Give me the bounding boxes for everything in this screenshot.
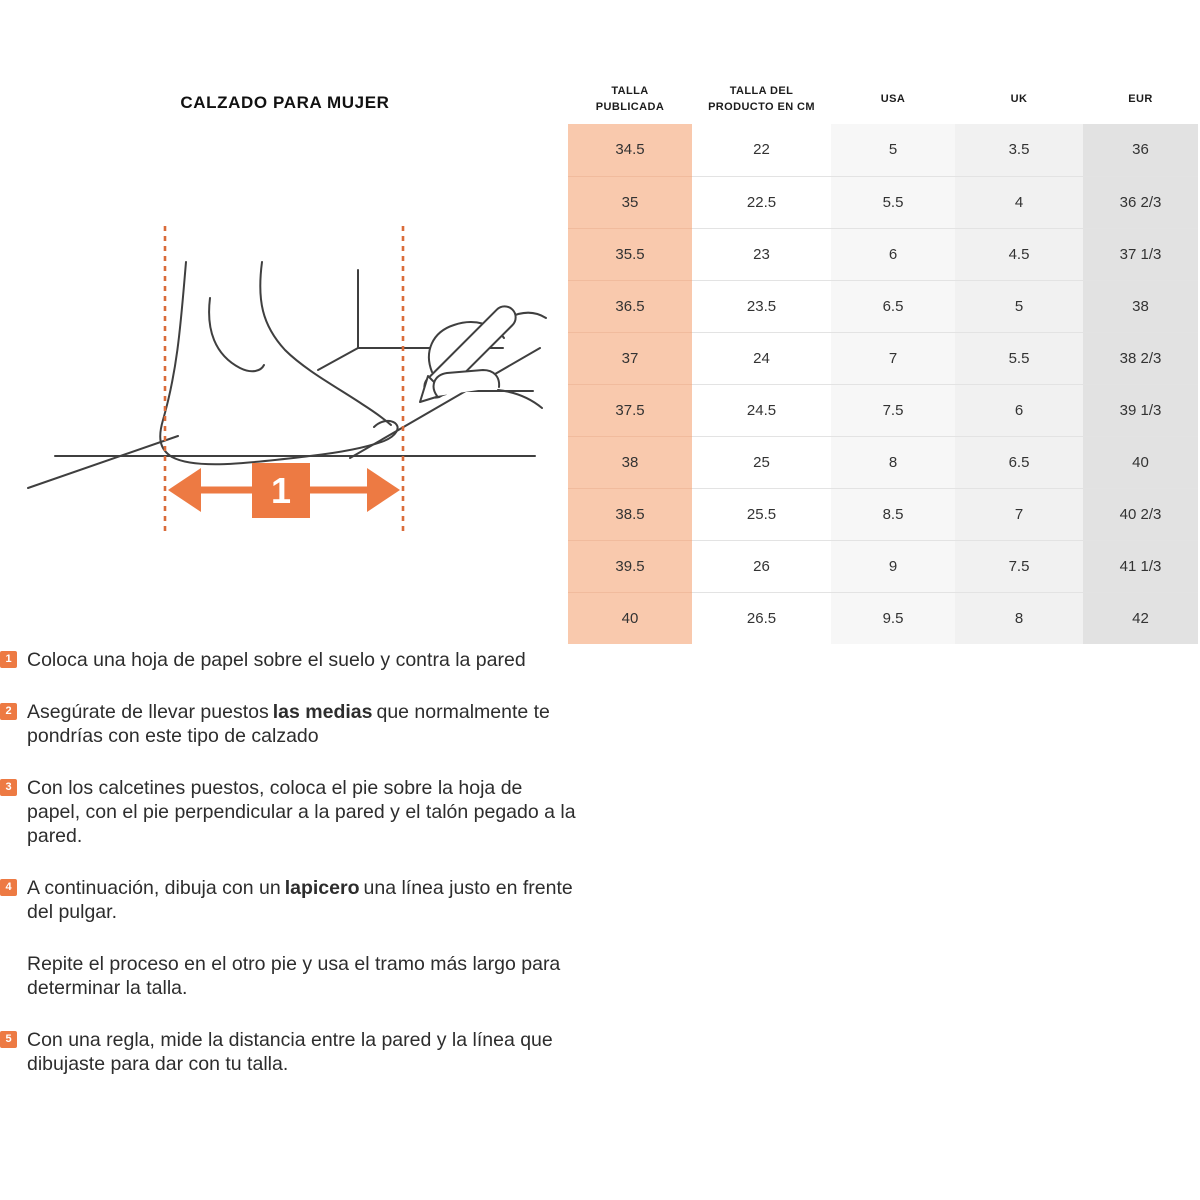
- step-number-badge: 4: [0, 879, 17, 896]
- instruction-text-pre: A continuación, dibuja con un: [27, 877, 281, 899]
- cell-uk: 3.5: [955, 124, 1083, 176]
- cell-eur: 37 1/3: [1083, 228, 1198, 280]
- cell-cm: 22.5: [692, 176, 831, 228]
- paper-left-edge-line: [28, 436, 178, 488]
- cell-cm: 26: [692, 540, 831, 592]
- table-row: [568, 176, 1198, 228]
- arrow-label: 1: [270, 470, 292, 511]
- cell-usa: 7: [831, 332, 955, 384]
- table-header-row: [568, 75, 1198, 124]
- cell-usa: 6.5: [831, 280, 955, 332]
- cell-cm: 23.5: [692, 280, 831, 332]
- cell-uk: 6: [955, 384, 1083, 436]
- cell-cm: 24.5: [692, 384, 831, 436]
- cell-eur: 40: [1083, 436, 1198, 488]
- cell-uk: 6.5: [955, 436, 1083, 488]
- cell-talla: 38.5: [568, 488, 692, 540]
- instruction-text-pre: Coloca una hoja de papel sobre el suelo y contra la pared: [27, 649, 526, 671]
- size-table-container: [568, 75, 1198, 644]
- instruction-text: [27, 1028, 580, 1076]
- cell-talla: 37.5: [568, 384, 692, 436]
- cell-talla: 34.5: [568, 124, 692, 176]
- cell-talla: 39.5: [568, 540, 692, 592]
- instruction-text-pre: Con una regla, mide la distancia entre la pared y la línea que dibujaste para dar con tu talla.: [27, 1029, 553, 1075]
- instruction-text: [27, 776, 580, 848]
- instruction-step-4: [0, 876, 580, 924]
- cell-talla: 40: [568, 592, 692, 644]
- foot-instep-line: [260, 262, 391, 425]
- cell-cm: 24: [692, 332, 831, 384]
- cell-usa: 9: [831, 540, 955, 592]
- cell-talla: 36.5: [568, 280, 692, 332]
- cell-uk: 4.5: [955, 228, 1083, 280]
- foot-measurement-illustration: [0, 218, 560, 538]
- table-row: [568, 488, 1198, 540]
- cell-eur: 40 2/3: [1083, 488, 1198, 540]
- instructions-list: [0, 648, 580, 1104]
- cell-talla: 35.5: [568, 228, 692, 280]
- cell-usa: 5: [831, 124, 955, 176]
- cell-uk: 5: [955, 280, 1083, 332]
- header-usa: USA: [831, 75, 955, 124]
- cell-uk: 8: [955, 592, 1083, 644]
- finger-line: [434, 370, 500, 396]
- step-number-badge: 3: [0, 779, 17, 796]
- foot-outline: [160, 262, 397, 464]
- step-number-badge: [0, 955, 17, 972]
- cell-usa: 8.5: [831, 488, 955, 540]
- cell-usa: 9.5: [831, 592, 955, 644]
- cell-eur: 42: [1083, 592, 1198, 644]
- cell-talla: 37: [568, 332, 692, 384]
- table-row: [568, 280, 1198, 332]
- cell-eur: 38: [1083, 280, 1198, 332]
- table-row: [568, 384, 1198, 436]
- table-row: [568, 436, 1198, 488]
- instruction-text-post: que normalmente te pondrías con este tipo de calzado: [27, 701, 550, 747]
- size-table: [568, 75, 1198, 644]
- instruction-text: [27, 648, 534, 672]
- header-talla-publicada: TALLA PUBLICADA: [568, 75, 692, 124]
- instruction-step-2: [0, 700, 580, 748]
- instruction-text: [27, 700, 580, 748]
- header-uk: UK: [955, 75, 1083, 124]
- cell-eur: 41 1/3: [1083, 540, 1198, 592]
- step-number-badge: 5: [0, 1031, 17, 1048]
- cell-cm: 25: [692, 436, 831, 488]
- instruction-text-post: una línea justo en frente del pulgar.: [27, 877, 573, 923]
- header-eur: EUR: [1083, 75, 1198, 124]
- table-row: [568, 124, 1198, 176]
- cell-uk: 5.5: [955, 332, 1083, 384]
- cell-cm: 22: [692, 124, 831, 176]
- step-number-badge: 1: [0, 651, 17, 668]
- paper-back-edge-line: [318, 348, 358, 370]
- wrist-line-lower: [498, 390, 542, 408]
- cell-talla: 38: [568, 436, 692, 488]
- step-number-badge: 2: [0, 703, 17, 720]
- cell-cm: 25.5: [692, 488, 831, 540]
- cell-uk: 7.5: [955, 540, 1083, 592]
- table-row: [568, 332, 1198, 384]
- instruction-note: [0, 952, 580, 1000]
- cell-usa: 7.5: [831, 384, 955, 436]
- cell-usa: 8: [831, 436, 955, 488]
- instruction-text: [27, 876, 580, 924]
- instruction-text-pre: Asegúrate de llevar puestos: [27, 701, 269, 723]
- cell-usa: 6: [831, 228, 955, 280]
- instruction-text: [27, 952, 580, 1000]
- cell-eur: 39 1/3: [1083, 384, 1198, 436]
- cell-uk: 7: [955, 488, 1083, 540]
- cell-cm: 26.5: [692, 592, 831, 644]
- ankle-curve: [209, 298, 264, 371]
- instruction-text-bold: lapicero: [284, 877, 360, 899]
- table-row: [568, 540, 1198, 592]
- table-row: [568, 228, 1198, 280]
- instruction-text-bold: las medias: [272, 701, 373, 723]
- instruction-step-3: [0, 776, 580, 848]
- instruction-text-pre: Con los calcetines puestos, coloca el pie sobre la hoja de papel, con el pie perpendicular a la pared y el talón pegado a la pared.: [27, 777, 576, 847]
- cell-talla: 35: [568, 176, 692, 228]
- header-talla-producto-cm: TALLA DEL PRODUCTO EN CM: [692, 75, 831, 124]
- instruction-step-5: [0, 1028, 580, 1076]
- instruction-step-1: [0, 648, 580, 672]
- instruction-text-pre: Repite el proceso en el otro pie y usa el tramo más largo para determinar la talla.: [27, 953, 561, 999]
- cell-uk: 4: [955, 176, 1083, 228]
- table-row: [568, 592, 1198, 644]
- page-title: CALZADO PARA MUJER: [180, 93, 390, 112]
- cell-cm: 23: [692, 228, 831, 280]
- cell-eur: 38 2/3: [1083, 332, 1198, 384]
- measure-arrow: [168, 463, 400, 518]
- cell-eur: 36 2/3: [1083, 176, 1198, 228]
- cell-eur: 36: [1083, 124, 1198, 176]
- cell-usa: 5.5: [831, 176, 955, 228]
